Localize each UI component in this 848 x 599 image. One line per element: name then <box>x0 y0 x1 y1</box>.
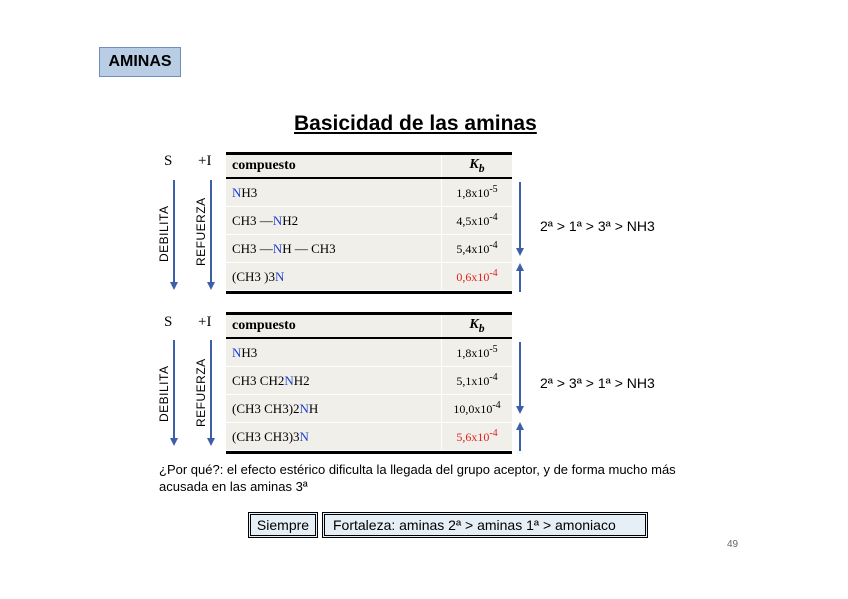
up-arrow-right-1 <box>519 270 521 292</box>
summary-label: Siempre <box>248 512 318 538</box>
order-text-2: 2ª > 3ª > 1ª > NH3 <box>540 375 655 391</box>
header-kb: $K_b$ <box>469 317 485 335</box>
header-kb: $K_b$ <box>469 157 485 175</box>
debilita-label-1: DEBILITA <box>157 205 171 262</box>
table-header <box>226 155 512 179</box>
compound-cell: N H3 <box>226 179 442 206</box>
compound-cell: N H3 <box>226 339 442 366</box>
up-arrow-right-2 <box>519 429 521 451</box>
arrow-down-icon <box>207 438 215 446</box>
kb-cell: $1,8x10^{-5}$ <box>456 184 498 200</box>
nitrogen-atom: N <box>274 268 285 284</box>
compound-cell: (CH3 )3 N <box>226 263 442 290</box>
table-row <box>226 207 512 235</box>
compound-cell: (CH3 CH3)2 N H <box>226 395 442 422</box>
refuerza-arrow-1 <box>210 180 212 284</box>
nitrogen-atom: N <box>272 240 283 256</box>
nitrogen-atom: N <box>232 184 242 200</box>
section-badge: AMINAS <box>99 47 181 77</box>
table-row <box>226 339 512 367</box>
arrow-down-icon <box>170 282 178 290</box>
compound-cell: CH3 CH2 N H2 <box>226 367 442 394</box>
table-header <box>226 315 512 339</box>
header-compound: compuesto <box>226 315 442 337</box>
kb-cell: $4,5x10^{-4}$ <box>456 212 498 228</box>
debilita-arrow-2 <box>173 340 175 440</box>
refuerza-label-2: REFUERZA <box>194 358 208 427</box>
compound-cell: CH3 — N H — CH3 <box>226 235 442 262</box>
arrow-down-icon <box>170 438 178 446</box>
kb-cell: $10,0x10^{-4}$ <box>453 400 501 416</box>
s-label-2: S <box>164 314 173 330</box>
nitrogen-atom: N <box>299 400 309 416</box>
table-row <box>226 395 512 423</box>
kb-cell: $5,6x10^{-4}$ <box>456 428 498 444</box>
compound-cell: (CH3 CH3)3 N <box>226 423 442 450</box>
refuerza-label-1: REFUERZA <box>194 197 208 266</box>
debilita-label-2: DEBILITA <box>157 365 171 422</box>
kb-cell: $1,8x10^{-5}$ <box>456 344 498 360</box>
page-title: Basicidad de las aminas <box>294 112 537 135</box>
kb-table-2 <box>226 312 512 454</box>
down-arrow-right-2 <box>519 342 521 408</box>
table-row <box>226 423 512 451</box>
header-compound: compuesto <box>226 155 442 177</box>
kb-cell: $0,6x10^{-4}$ <box>456 268 498 284</box>
nitrogen-atom: N <box>272 212 283 228</box>
kb-cell: $5,4x10^{-4}$ <box>456 240 498 256</box>
kb-table-1 <box>226 152 512 294</box>
s-label-1: S <box>164 153 173 169</box>
table-row <box>226 235 512 263</box>
page-number: 49 <box>727 539 739 550</box>
table-row <box>226 367 512 395</box>
kb-cell: $5,1x10^{-4}$ <box>456 372 498 388</box>
nitrogen-atom: N <box>299 428 309 444</box>
nitrogen-atom: N <box>232 344 242 360</box>
arrow-down-icon <box>516 248 524 256</box>
refuerza-arrow-2 <box>210 340 212 440</box>
plus-i-label-1: +I <box>198 153 212 169</box>
down-arrow-right-1 <box>519 182 521 250</box>
arrow-down-icon <box>207 282 215 290</box>
table-row <box>226 263 512 291</box>
order-text-1: 2ª > 1ª > 3ª > NH3 <box>540 218 655 234</box>
explanation-note: ¿Por qué?: el efecto estérico dificulta la llegada del grupo aceptor, y de forma mucho más acusada en las aminas 3ª <box>159 462 676 494</box>
table-row <box>226 179 512 207</box>
nitrogen-atom: N <box>284 372 294 388</box>
plus-i-label-2: +I <box>198 314 212 330</box>
debilita-arrow-1 <box>173 180 175 284</box>
arrow-down-icon <box>516 406 524 414</box>
summary-text: Fortaleza: aminas 2ª > aminas 1ª > amoniaco <box>322 512 648 538</box>
compound-cell: CH3 — N H2 <box>226 207 442 234</box>
